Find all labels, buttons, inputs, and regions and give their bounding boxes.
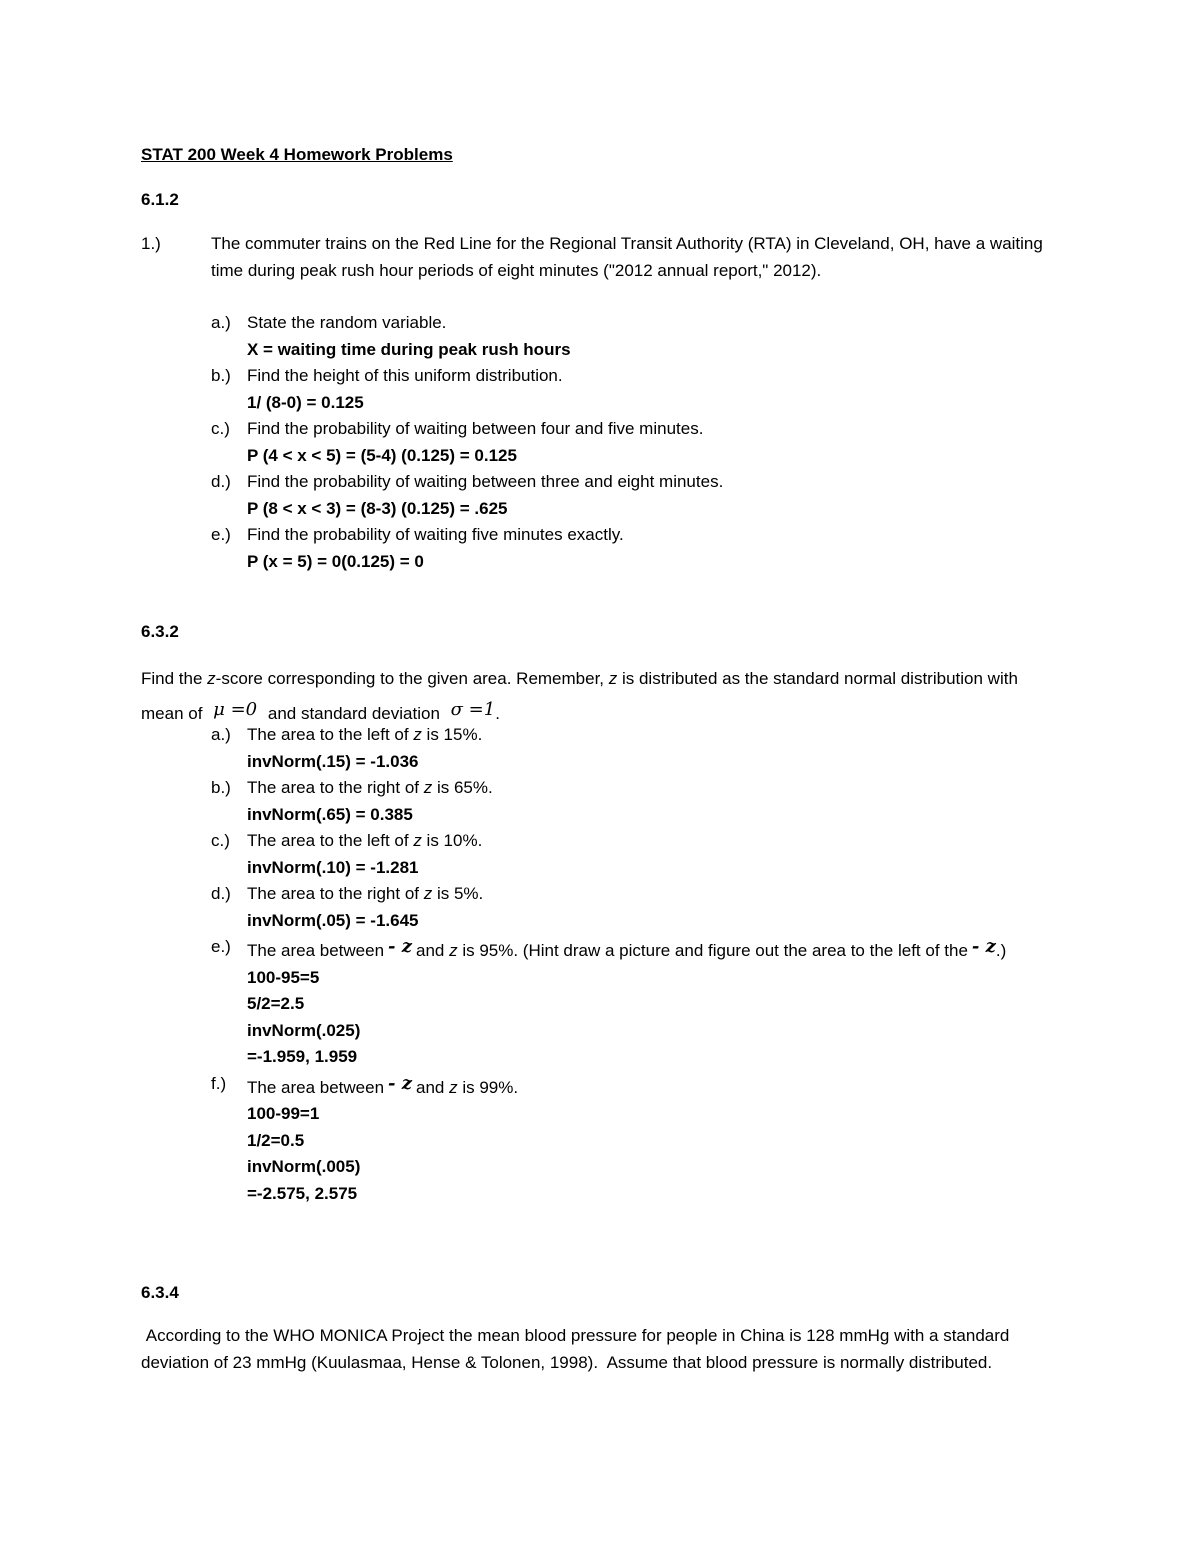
- part-label: d.): [211, 884, 231, 903]
- part-c: [211, 828, 1047, 855]
- part-question: Find the height of this uniform distribution.: [247, 366, 563, 385]
- intro-text: is distributed as the standard normal distribution with mean of: [141, 669, 1018, 723]
- part-answer: 100-99=1: [247, 1104, 320, 1123]
- intro-text: -score corresponding to the given area. Remember,: [215, 669, 609, 688]
- part-label: e.): [211, 525, 231, 544]
- question-parts-6-1-2: [211, 310, 723, 575]
- part-question: is 15%.: [421, 725, 483, 744]
- part-question: The area to the right of: [247, 884, 424, 903]
- part-question: .): [995, 941, 1007, 960]
- section-intro: [141, 663, 1061, 729]
- part-label: c.): [211, 831, 230, 850]
- part-label: d.): [211, 472, 231, 491]
- part-label: b.): [211, 778, 231, 797]
- sigma-equation: σ =1: [450, 699, 496, 720]
- part-question: Find the probability of waiting five minutes exactly.: [247, 525, 624, 544]
- intro-text: Find the: [141, 669, 208, 688]
- part-answer: invNorm(.10) = -1.281: [247, 857, 419, 877]
- part-b: [211, 363, 723, 390]
- part-answer: =-2.575, 2.575: [247, 1183, 358, 1203]
- part-answer: P (x = 5) = 0(0.125) = 0: [247, 551, 424, 571]
- part-answer: invNorm(.025): [247, 1020, 361, 1040]
- z-variable: z: [608, 669, 618, 688]
- part-answer: 1/2=0.5: [247, 1130, 305, 1150]
- part-answer: invNorm(.005): [247, 1157, 361, 1176]
- section-heading-6-1-2: 6.1.2: [141, 190, 179, 209]
- part-question: The area between: [247, 1077, 385, 1097]
- part-d: [211, 881, 1047, 908]
- part-answer: invNorm(.65) = 0.385: [247, 804, 413, 824]
- part-b: [211, 775, 1047, 802]
- part-question: The area to the left of: [247, 725, 414, 744]
- part-question: is 5%.: [432, 884, 484, 903]
- question-text: The commuter trains on the Red Line for the Regional Transit Authority (RTA) in Cleveland, OH, have a waiting time during peak rush hour periods of eight minutes ("2012 annual report," 2012).: [211, 234, 1043, 280]
- part-a: [211, 722, 1047, 749]
- part-answer: 1/ (8-0) = 0.125: [247, 392, 364, 412]
- part-e: [211, 522, 723, 549]
- part-label: a.): [211, 313, 231, 332]
- part-question: The area to the right of: [247, 778, 424, 797]
- part-question: is 99%.: [457, 1077, 519, 1097]
- part-c: [211, 416, 723, 443]
- question-number: 1.): [141, 234, 161, 253]
- part-question: is 10%.: [421, 831, 483, 850]
- mu-equation: μ =0: [213, 699, 258, 720]
- part-question: State the random variable.: [247, 313, 447, 332]
- part-label: a.): [211, 725, 231, 744]
- part-d: [211, 469, 723, 496]
- part-label: c.): [211, 419, 230, 438]
- part-answer: 100-95=5: [247, 967, 320, 987]
- z-variable: z: [413, 725, 422, 744]
- part-answer: =-1.959, 1.959: [247, 1047, 358, 1066]
- part-question: is 95%. (Hint draw a picture and figure out the area to the left of the: [457, 941, 968, 960]
- part-label: e.): [211, 937, 231, 956]
- part-answer: P (4 < x < 5) = (5-4) (0.125) = 0.125: [247, 445, 517, 465]
- part-question: is 65%.: [432, 778, 493, 797]
- document-title: STAT 200 Week 4 Homework Problems: [141, 145, 453, 164]
- part-question: and: [416, 941, 450, 960]
- part-a: [211, 310, 723, 337]
- part-question: and: [416, 1077, 450, 1097]
- part-answer: invNorm(.05) = -1.645: [247, 910, 419, 930]
- negative-z: - z: [388, 936, 413, 957]
- part-question: Find the probability of waiting between four and five minutes.: [247, 419, 704, 438]
- question-parts-6-3-2: [211, 722, 1047, 1207]
- z-variable: z: [413, 831, 422, 850]
- part-label: b.): [211, 366, 231, 385]
- z-variable: z: [423, 778, 433, 797]
- z-variable: z: [449, 941, 458, 960]
- part-label: f.): [211, 1073, 227, 1093]
- negative-z: - z: [388, 1072, 413, 1094]
- part-question: The area to the left of: [247, 831, 414, 850]
- part-answer: invNorm(.15) = -1.036: [247, 751, 419, 771]
- part-e: [211, 934, 1047, 965]
- negative-z: - z: [971, 936, 996, 957]
- part-question: The area between: [247, 941, 385, 960]
- section-paragraph: According to the WHO MONICA Project the mean blood pressure for people in China is 128 mmHg with a standard deviation of 23 mmHg (Kuulasmaa, Hense & Tolonen, 1998). Assume that blood pressure is normally distributed.: [141, 1326, 1015, 1372]
- z-variable: z: [207, 669, 216, 688]
- part-answer: X = waiting time during peak rush hours: [247, 339, 571, 359]
- section-heading-6-3-4: 6.3.4: [141, 1283, 179, 1302]
- part-f: [211, 1071, 1047, 1102]
- intro-text: and standard deviation: [267, 704, 440, 723]
- section-heading-6-3-2: 6.3.2: [141, 622, 179, 641]
- part-question: Find the probability of waiting between three and eight minutes.: [247, 472, 724, 491]
- z-variable: z: [449, 1077, 458, 1097]
- part-answer: P (8 < x < 3) = (8-3) (0.125) = .625: [247, 498, 508, 518]
- z-variable: z: [423, 884, 433, 903]
- part-answer: 5/2=2.5: [247, 994, 305, 1013]
- intro-text: .: [495, 704, 500, 723]
